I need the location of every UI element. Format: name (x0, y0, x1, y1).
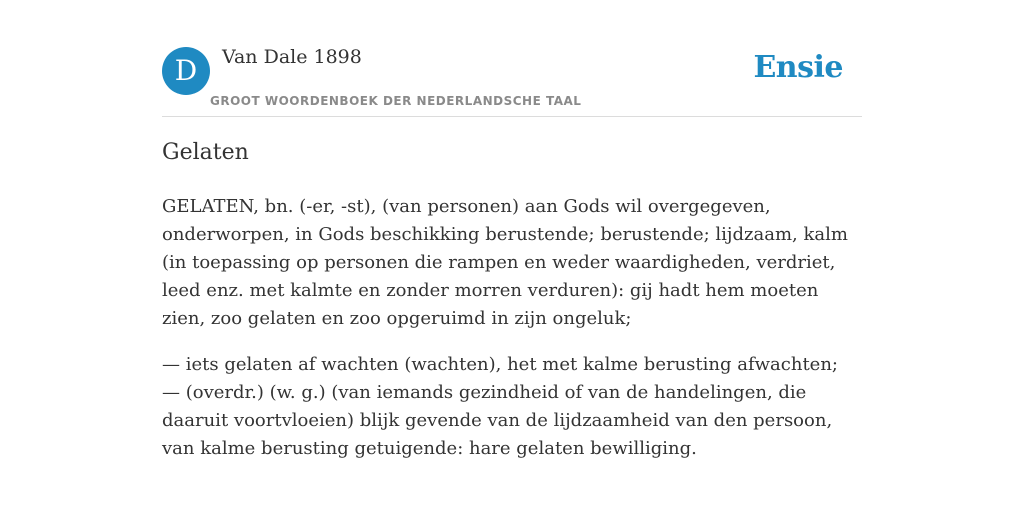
source-subtitle: GROOT WOORDENBOEK DER NEDERLANDSCHE TAAL (210, 94, 582, 108)
definition-paragraph: GELATEN, bn. (-er, -st), (van personen) aan Gods wil overgegeven, onderworpen, in Gods beschikking berustende; berustende; lijdzaam, kalm (in toepassing op personen die rampen en weder waardigheden, verdriet, leed enz. met kalmte en zonder morren verduren): gij hadt hem moeten zien, zoo gelaten en zoo opgeruimd in zijn ongeluk; (162, 196, 848, 329)
header (162, 0, 862, 117)
page-title: Gelaten (162, 140, 249, 165)
definition-body (162, 193, 862, 463)
page (162, 0, 862, 512)
source-logo-icon[interactable]: D (162, 47, 210, 95)
brand-logo-link[interactable]: Ensie (753, 50, 843, 85)
source-title-link[interactable]: Van Dale 1898 (222, 46, 362, 68)
definition-subsense: — iets gelaten af wachten (wachten), het met kalme berusting afwachten; (162, 354, 838, 375)
definition-subsense: — (overdr.) (w. g.) (van iemands gezindheid of van de handelingen, die daaruit voortvloeien) blijk gevende van de lijdzaamheid van den persoon, van kalme berusting getuigende: hare gelaten bewilliging. (162, 382, 833, 459)
